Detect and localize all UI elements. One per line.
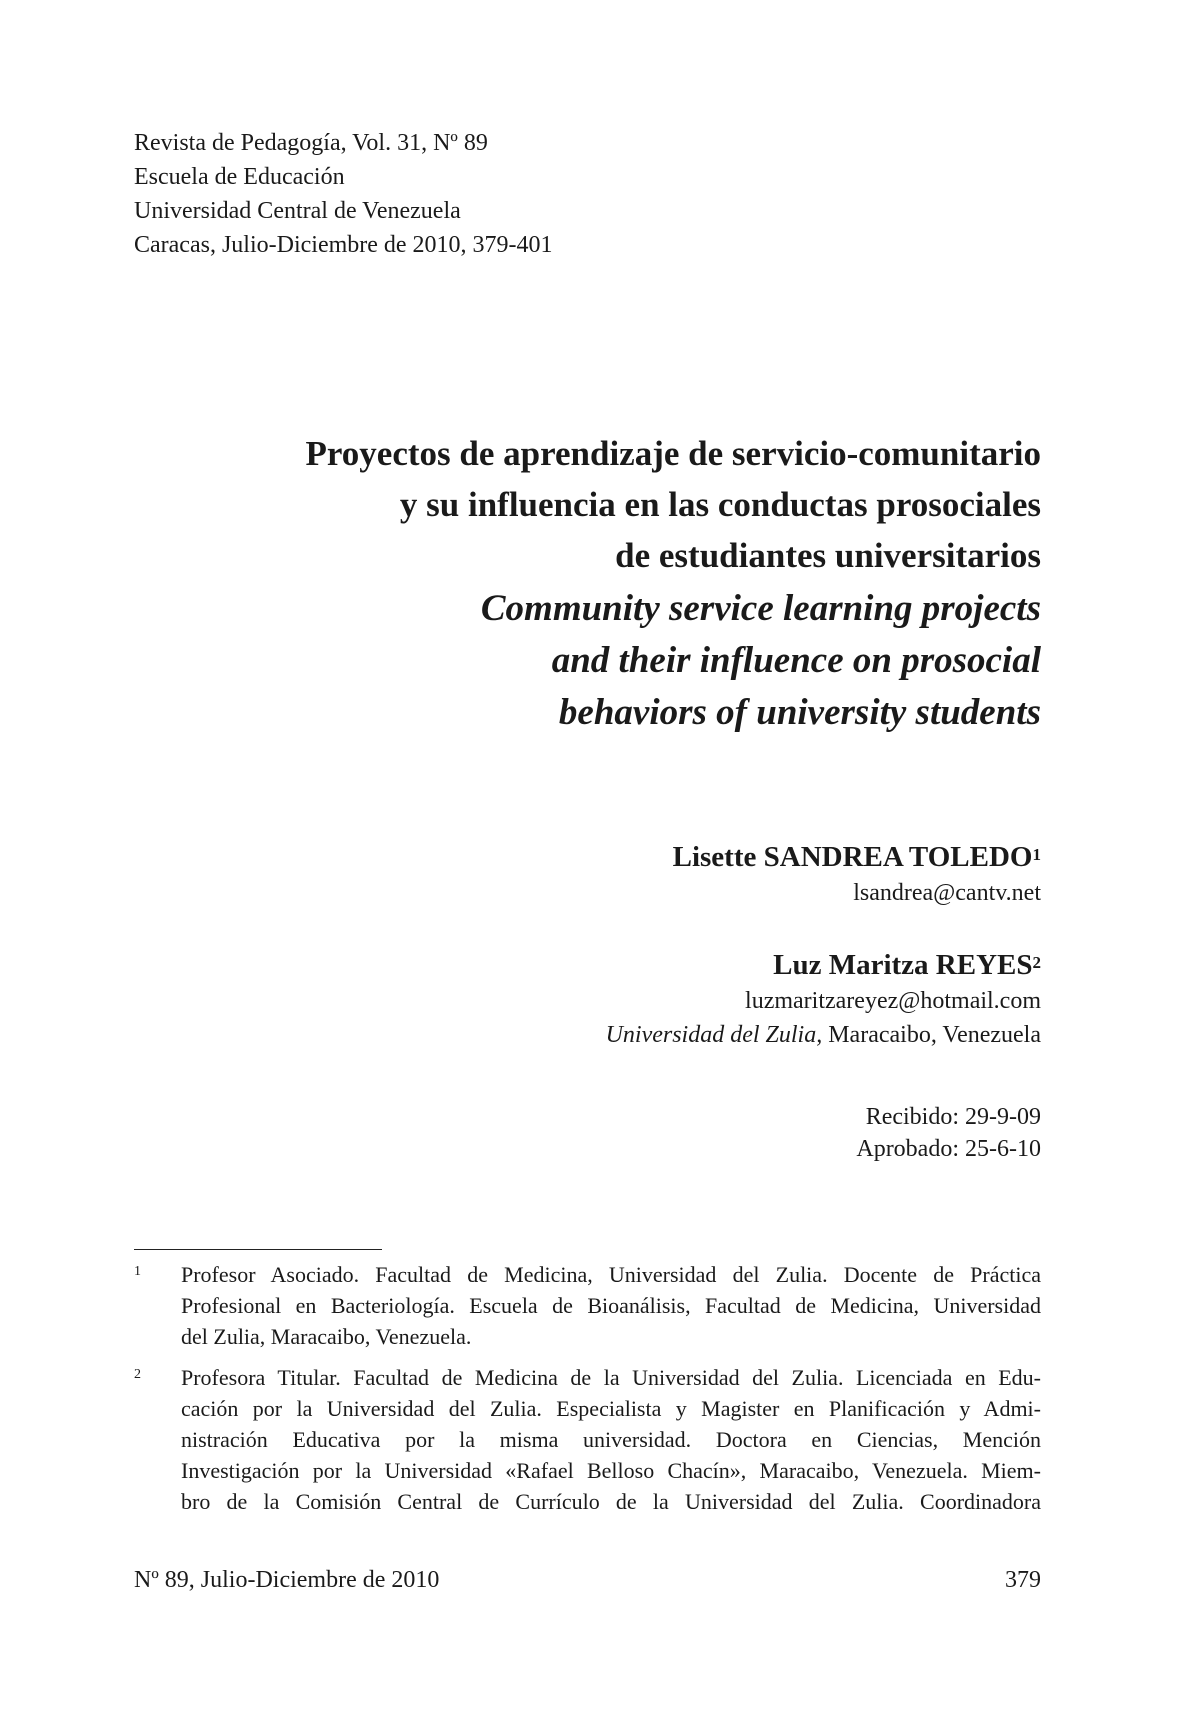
title-english-line: Community service learning projects [480,588,1041,629]
journal-university: Universidad Central de Venezuela [134,198,461,224]
author-footnote-mark: 1 [1032,845,1041,864]
title-spanish-line: de estudiantes universitarios [615,536,1041,575]
author-affiliation [341,1018,1041,1052]
title-english-line: and their influence on prosocial [551,640,1041,681]
author-footnote-mark: 2 [1032,953,1041,972]
author-1 [341,838,1041,910]
footnote-line: bro de la Comisión Central de Currículo de la Universidad del Zulia. Coordinadora [181,1489,1041,1514]
page-number: 379 [1005,1567,1041,1593]
footer-issue: Nº 89, Julio-Diciembre de 2010 [134,1567,440,1593]
submission-dates [856,1101,1041,1165]
footnote-line: Profesional en Bacteriología. Escuela de Bioanálisis, Facultad de Medicina, Universidad [181,1293,1041,1318]
footnote-text [181,1259,1041,1352]
author-2 [341,946,1041,1052]
title-english [81,583,1041,739]
footnote-line: nistración Educativa por la misma universidad. Doctora en Ciencias, Mención [181,1427,1041,1452]
author-name [341,946,1041,984]
journal-header [134,126,553,262]
footnote-divider [134,1249,382,1250]
author-email: luzmaritzareyez@hotmail.com [745,988,1041,1014]
title-english-line: behaviors of university students [558,692,1041,733]
article-titles [81,428,1041,739]
footnote-line: Profesor Asociado. Facultad de Medicina, Universidad del Zulia. Docente de Práctica [181,1262,1041,1287]
footnote-1 [134,1259,1041,1352]
footnote-line: Profesora Titular. Facultad de Medicina de la Universidad del Zulia. Licenciada en Edu- [181,1365,1041,1390]
title-spanish-line: y su influencia en las conductas prosociales [399,485,1041,524]
journal-issue-info: Caracas, Julio-Diciembre de 2010, 379-401 [134,232,553,258]
footnote-text [181,1362,1041,1517]
footnote-line: Investigación por la Universidad «Rafael Belloso Chacín», Maracaibo, Venezuela. Miem- [181,1458,1041,1483]
title-spanish-line: Proyectos de aprendizaje de servicio-comunitario [305,434,1041,473]
footnote-number: 1 [134,1264,141,1279]
journal-name: Revista de Pedagogía, Vol. 31, Nº 89 [134,130,488,156]
footnote-line: del Zulia, Maracaibo, Venezuela. [181,1324,472,1349]
journal-school: Escuela de Educación [134,164,345,190]
footnotes [134,1259,1041,1527]
title-spanish [81,428,1041,581]
received-date: Recibido: 29-9-09 [865,1104,1041,1130]
page-footer [134,1564,1041,1596]
footnote-line: cación por la Universidad del Zulia. Especialista y Magister en Planificación y Admi- [181,1396,1041,1421]
affiliation-institution: Universidad del Zulia, [605,1022,823,1048]
author-name-text: Lisette SANDREA TOLEDO [672,841,1033,873]
authors [341,838,1041,1052]
footnote-number: 2 [134,1367,141,1382]
author-name-text: Luz Maritza REYES [773,949,1033,981]
affiliation-place: Maracaibo, Venezuela [822,1022,1041,1048]
approved-date: Aprobado: 25-6-10 [856,1136,1041,1162]
author-name [341,838,1041,876]
author-email: lsandrea@cantv.net [853,880,1041,906]
footnote-2 [134,1362,1041,1517]
